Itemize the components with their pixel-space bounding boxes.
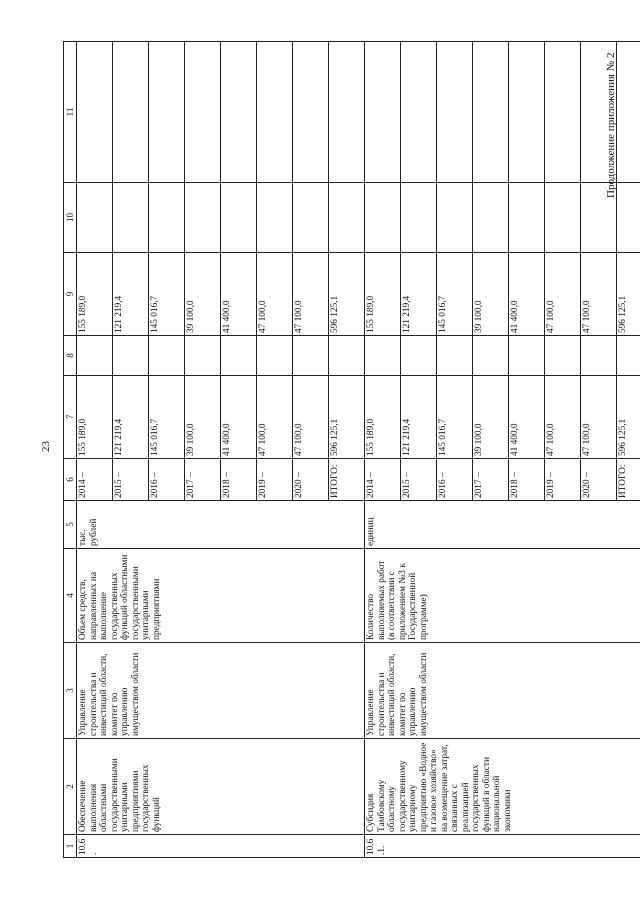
table-body [77, 42, 640, 858]
year-cell: 2015 – [401, 459, 437, 501]
value-col7: 47 100,0 [545, 376, 581, 459]
value-col7: 155 189,0 [77, 376, 113, 459]
value-col9: 121 219,4 [401, 253, 437, 336]
year-cell: 2018 – [221, 459, 257, 501]
empty-col11 [257, 42, 293, 183]
year-cell: ИТОГО: [329, 459, 365, 501]
empty-col10 [437, 183, 473, 253]
value-col9: 155 189,0 [77, 253, 113, 336]
row-indicator: Количество выполняемых работ (в соответствии с приложением №3 к Государственной программе) [365, 549, 640, 643]
value-col7: 121 219,4 [401, 376, 437, 459]
value-col9: 41 400,0 [221, 253, 257, 336]
year-cell: ИТОГО: [617, 459, 640, 501]
column-number: 2 [64, 739, 77, 835]
row-name: Обеспечение выполнения областными государственными унитарными предприятиями государственных функций [77, 739, 365, 835]
empty-col11 [365, 42, 401, 183]
value-col7: 596 125,1 [329, 376, 365, 459]
empty-col10 [113, 183, 149, 253]
empty-col10 [545, 183, 581, 253]
empty-col10 [401, 183, 437, 253]
column-number: 7 [64, 376, 77, 459]
year-cell: 2014 – [77, 459, 113, 501]
empty-col8 [185, 336, 221, 376]
empty-col8 [401, 336, 437, 376]
empty-col11 [221, 42, 257, 183]
year-cell: 2016 – [437, 459, 473, 501]
empty-col8 [221, 336, 257, 376]
value-col7: 155 189,0 [365, 376, 401, 459]
year-cell: 2020 – [581, 459, 617, 501]
empty-col11 [545, 42, 581, 183]
column-number: 4 [64, 549, 77, 643]
empty-col8 [617, 336, 640, 376]
empty-col11 [473, 42, 509, 183]
row-responsible: Управление строительства и инвестиций области, комитет по управлению имуществом области [365, 643, 640, 739]
value-col9: 596 125,1 [329, 253, 365, 336]
empty-col8 [329, 336, 365, 376]
year-cell: 2015 – [113, 459, 149, 501]
column-number: 11 [64, 42, 77, 183]
row-indicator: Объем средств, направленных на выполнение государственных функций областными государственными унитарными предприятиями [77, 549, 365, 643]
empty-col8 [581, 336, 617, 376]
value-col7: 47 100,0 [257, 376, 293, 459]
value-col9: 155 189,0 [365, 253, 401, 336]
continuation-note: Продолжение приложения № 2 [605, 52, 617, 198]
empty-col11 [329, 42, 365, 183]
value-col7: 145 016,7 [437, 376, 473, 459]
value-col7: 121 219,4 [113, 376, 149, 459]
value-col9: 145 016,7 [149, 253, 185, 336]
value-col7: 41 400,0 [509, 376, 545, 459]
column-number-row [64, 42, 77, 858]
year-cell: 2017 – [185, 459, 221, 501]
row-code: 10.6.1. [365, 835, 640, 858]
column-number: 8 [64, 336, 77, 376]
value-col7: 596 125,1 [617, 376, 640, 459]
program-table [63, 41, 640, 858]
value-col9: 39 100,0 [473, 253, 509, 336]
empty-col10 [617, 183, 640, 253]
empty-col10 [77, 183, 113, 253]
empty-col11 [77, 42, 113, 183]
row-name: Субсидия Тамбовскому областному государственному унитарному предприятию «Водное и газовое хозяйство» на возмещение затрат, связанных с реализацией государственных функций в области национальной экономики [365, 739, 640, 835]
empty-col8 [473, 336, 509, 376]
value-col9: 145 016,7 [437, 253, 473, 336]
value-col9: 596 125,1 [617, 253, 640, 336]
column-number: 3 [64, 643, 77, 739]
empty-col11 [149, 42, 185, 183]
empty-col10 [365, 183, 401, 253]
year-cell: 2019 – [257, 459, 293, 501]
column-number: 1 [64, 835, 77, 858]
table-row [77, 42, 113, 858]
value-col7: 47 100,0 [293, 376, 329, 459]
page-number: 23 [40, 441, 52, 452]
empty-col10 [257, 183, 293, 253]
empty-col10 [149, 183, 185, 253]
year-cell: 2019 – [545, 459, 581, 501]
empty-col11 [293, 42, 329, 183]
value-col9: 47 100,0 [581, 253, 617, 336]
empty-col10 [329, 183, 365, 253]
empty-col11 [617, 42, 640, 183]
empty-col10 [221, 183, 257, 253]
value-col7: 41 400,0 [221, 376, 257, 459]
row-code: 10.6. [77, 835, 365, 858]
row-responsible: Управление строительства и инвестиций области, комитет по управлению имуществом области [77, 643, 365, 739]
empty-col11 [437, 42, 473, 183]
empty-col8 [509, 336, 545, 376]
empty-col11 [113, 42, 149, 183]
value-col7: 47 100,0 [581, 376, 617, 459]
year-cell: 2018 – [509, 459, 545, 501]
empty-col8 [257, 336, 293, 376]
empty-col11 [509, 42, 545, 183]
value-col9: 47 100,0 [293, 253, 329, 336]
value-col9: 47 100,0 [257, 253, 293, 336]
year-cell: 2020 – [293, 459, 329, 501]
row-unit: тыс. рублей [77, 501, 365, 549]
value-col9: 47 100,0 [545, 253, 581, 336]
column-number: 6 [64, 459, 77, 501]
empty-col10 [185, 183, 221, 253]
year-cell: 2016 – [149, 459, 185, 501]
empty-col8 [545, 336, 581, 376]
column-number: 9 [64, 253, 77, 336]
value-col7: 145 016,7 [149, 376, 185, 459]
empty-col8 [437, 336, 473, 376]
empty-col11 [401, 42, 437, 183]
empty-col10 [509, 183, 545, 253]
value-col7: 39 100,0 [473, 376, 509, 459]
year-cell: 2017 – [473, 459, 509, 501]
empty-col11 [185, 42, 221, 183]
value-col9: 39 100,0 [185, 253, 221, 336]
empty-col8 [293, 336, 329, 376]
value-col9: 41 400,0 [509, 253, 545, 336]
empty-col10 [581, 183, 617, 253]
column-number: 5 [64, 501, 77, 549]
table-row [365, 42, 401, 858]
empty-col8 [77, 336, 113, 376]
year-cell: 2014 – [365, 459, 401, 501]
empty-col8 [149, 336, 185, 376]
row-unit: единиц [365, 501, 640, 549]
empty-col11 [581, 42, 617, 183]
empty-col10 [473, 183, 509, 253]
empty-col8 [113, 336, 149, 376]
empty-col8 [365, 336, 401, 376]
value-col7: 39 100,0 [185, 376, 221, 459]
empty-col10 [293, 183, 329, 253]
column-number: 10 [64, 183, 77, 253]
value-col9: 121 219,4 [113, 253, 149, 336]
